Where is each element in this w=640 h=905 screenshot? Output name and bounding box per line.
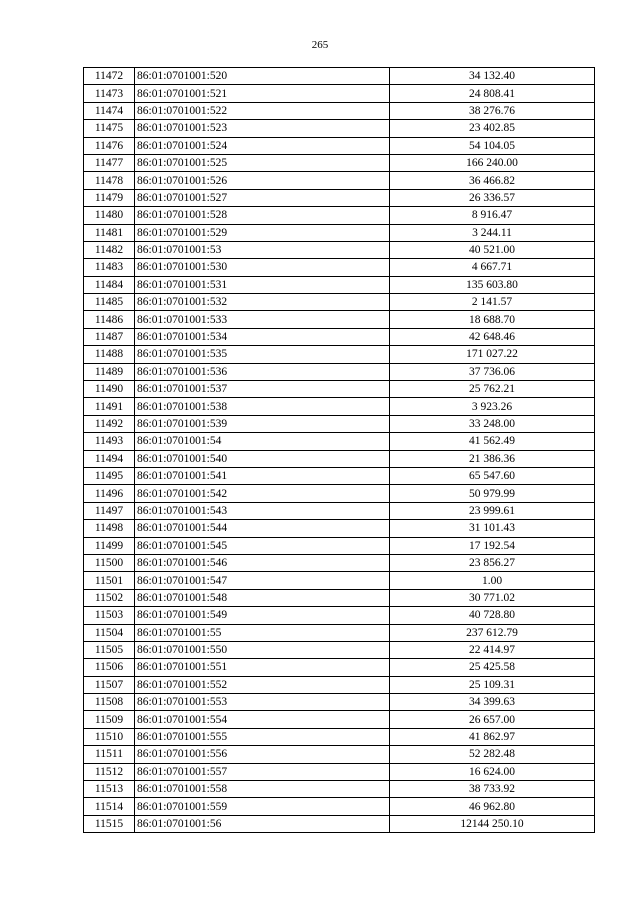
cadastral-number-cell: 86:01:0701001:535 xyxy=(135,346,390,363)
cadastral-number-cell: 86:01:0701001:530 xyxy=(135,259,390,276)
row-number-cell: 11512 xyxy=(84,763,135,780)
row-number-cell: 11504 xyxy=(84,624,135,641)
cadastral-number-cell: 86:01:0701001:523 xyxy=(135,120,390,137)
row-number-cell: 11503 xyxy=(84,607,135,624)
row-number-cell: 11490 xyxy=(84,381,135,398)
cadastral-number-cell: 86:01:0701001:550 xyxy=(135,641,390,658)
row-number-cell: 11488 xyxy=(84,346,135,363)
value-cell: 42 648.46 xyxy=(390,328,595,345)
cadastral-number-cell: 86:01:0701001:521 xyxy=(135,85,390,102)
table-row xyxy=(84,85,595,102)
table-row xyxy=(84,294,595,311)
value-cell: 54 104.05 xyxy=(390,137,595,154)
value-cell: 52 282.48 xyxy=(390,746,595,763)
table-row xyxy=(84,137,595,154)
table-row xyxy=(84,589,595,606)
cadastral-number-cell: 86:01:0701001:536 xyxy=(135,363,390,380)
cadastral-number-cell: 86:01:0701001:546 xyxy=(135,554,390,571)
row-number-cell: 11496 xyxy=(84,485,135,502)
row-number-cell: 11508 xyxy=(84,694,135,711)
cadastral-number-cell: 86:01:0701001:54 xyxy=(135,433,390,450)
value-cell: 41 562.49 xyxy=(390,433,595,450)
cadastral-number-cell: 86:01:0701001:542 xyxy=(135,485,390,502)
row-number-cell: 11475 xyxy=(84,120,135,137)
row-number-cell: 11494 xyxy=(84,450,135,467)
cadastral-number-cell: 86:01:0701001:559 xyxy=(135,798,390,815)
table-row xyxy=(84,711,595,728)
value-cell: 16 624.00 xyxy=(390,763,595,780)
table-row xyxy=(84,241,595,258)
value-cell: 65 547.60 xyxy=(390,467,595,484)
table-row xyxy=(84,259,595,276)
table-row xyxy=(84,728,595,745)
value-cell: 12144 250.10 xyxy=(390,815,595,832)
table-row xyxy=(84,781,595,798)
value-cell: 23 856.27 xyxy=(390,554,595,571)
value-cell: 135 603.80 xyxy=(390,276,595,293)
table-row xyxy=(84,537,595,554)
row-number-cell: 11476 xyxy=(84,137,135,154)
cadastral-number-cell: 86:01:0701001:522 xyxy=(135,102,390,119)
value-cell: 34 132.40 xyxy=(390,68,595,85)
table-row xyxy=(84,346,595,363)
row-number-cell: 11483 xyxy=(84,259,135,276)
table-row xyxy=(84,641,595,658)
cadastral-number-cell: 86:01:0701001:553 xyxy=(135,694,390,711)
table-row xyxy=(84,607,595,624)
cadastral-number-cell: 86:01:0701001:556 xyxy=(135,746,390,763)
table-row xyxy=(84,120,595,137)
table-row xyxy=(84,207,595,224)
cadastral-number-cell: 86:01:0701001:531 xyxy=(135,276,390,293)
table-row xyxy=(84,554,595,571)
row-number-cell: 11474 xyxy=(84,102,135,119)
table-row xyxy=(84,102,595,119)
table-row xyxy=(84,502,595,519)
table-row xyxy=(84,433,595,450)
row-number-cell: 11502 xyxy=(84,589,135,606)
cadastral-number-cell: 86:01:0701001:520 xyxy=(135,68,390,85)
row-number-cell: 11484 xyxy=(84,276,135,293)
row-number-cell: 11499 xyxy=(84,537,135,554)
row-number-cell: 11478 xyxy=(84,172,135,189)
row-number-cell: 11482 xyxy=(84,241,135,258)
value-cell: 50 979.99 xyxy=(390,485,595,502)
value-cell: 25 109.31 xyxy=(390,676,595,693)
table-row xyxy=(84,485,595,502)
row-number-cell: 11507 xyxy=(84,676,135,693)
value-cell: 23 999.61 xyxy=(390,502,595,519)
value-cell: 237 612.79 xyxy=(390,624,595,641)
table-row xyxy=(84,520,595,537)
value-cell: 22 414.97 xyxy=(390,641,595,658)
cadastral-number-cell: 86:01:0701001:540 xyxy=(135,450,390,467)
row-number-cell: 11486 xyxy=(84,311,135,328)
row-number-cell: 11509 xyxy=(84,711,135,728)
cadastral-number-cell: 86:01:0701001:554 xyxy=(135,711,390,728)
table-row xyxy=(84,572,595,589)
row-number-cell: 11514 xyxy=(84,798,135,815)
cadastral-number-cell: 86:01:0701001:558 xyxy=(135,781,390,798)
cadastral-number-cell: 86:01:0701001:549 xyxy=(135,607,390,624)
table-row xyxy=(84,224,595,241)
value-cell: 166 240.00 xyxy=(390,154,595,171)
row-number-cell: 11511 xyxy=(84,746,135,763)
cadastral-number-cell: 86:01:0701001:533 xyxy=(135,311,390,328)
cadastral-number-cell: 86:01:0701001:543 xyxy=(135,502,390,519)
table-row xyxy=(84,328,595,345)
table-row xyxy=(84,398,595,415)
table-row xyxy=(84,763,595,780)
row-number-cell: 11498 xyxy=(84,520,135,537)
cadastral-number-cell: 86:01:0701001:529 xyxy=(135,224,390,241)
cadastral-number-cell: 86:01:0701001:547 xyxy=(135,572,390,589)
value-cell: 1.00 xyxy=(390,572,595,589)
cadastral-number-cell: 86:01:0701001:53 xyxy=(135,241,390,258)
table-row xyxy=(84,276,595,293)
row-number-cell: 11515 xyxy=(84,815,135,832)
cadastral-number-cell: 86:01:0701001:548 xyxy=(135,589,390,606)
table-row xyxy=(84,798,595,815)
cadastral-number-cell: 86:01:0701001:541 xyxy=(135,467,390,484)
table-row xyxy=(84,659,595,676)
value-cell: 37 736.06 xyxy=(390,363,595,380)
table-row xyxy=(84,311,595,328)
value-cell: 26 336.57 xyxy=(390,189,595,206)
table-body xyxy=(84,68,595,833)
cadastral-number-cell: 86:01:0701001:555 xyxy=(135,728,390,745)
table-row xyxy=(84,450,595,467)
cadastral-value-table xyxy=(83,67,595,833)
table-row xyxy=(84,363,595,380)
value-cell: 36 466.82 xyxy=(390,172,595,189)
row-number-cell: 11506 xyxy=(84,659,135,676)
value-cell: 26 657.00 xyxy=(390,711,595,728)
table-row xyxy=(84,746,595,763)
value-cell: 34 399.63 xyxy=(390,694,595,711)
page-number: 265 xyxy=(311,39,329,51)
value-cell: 31 101.43 xyxy=(390,520,595,537)
value-cell: 40 521.00 xyxy=(390,241,595,258)
value-cell: 46 962.80 xyxy=(390,798,595,815)
value-cell: 8 916.47 xyxy=(390,207,595,224)
row-number-cell: 11480 xyxy=(84,207,135,224)
value-cell: 21 386.36 xyxy=(390,450,595,467)
value-cell: 40 728.80 xyxy=(390,607,595,624)
table-row xyxy=(84,815,595,832)
row-number-cell: 11495 xyxy=(84,467,135,484)
value-cell: 23 402.85 xyxy=(390,120,595,137)
cadastral-number-cell: 86:01:0701001:534 xyxy=(135,328,390,345)
table-row xyxy=(84,415,595,432)
cadastral-number-cell: 86:01:0701001:557 xyxy=(135,763,390,780)
row-number-cell: 11479 xyxy=(84,189,135,206)
cadastral-number-cell: 86:01:0701001:532 xyxy=(135,294,390,311)
row-number-cell: 11497 xyxy=(84,502,135,519)
value-cell: 38 276.76 xyxy=(390,102,595,119)
cadastral-number-cell: 86:01:0701001:538 xyxy=(135,398,390,415)
value-cell: 18 688.70 xyxy=(390,311,595,328)
value-cell: 4 667.71 xyxy=(390,259,595,276)
table-row xyxy=(84,189,595,206)
value-cell: 3 923.26 xyxy=(390,398,595,415)
table-row xyxy=(84,467,595,484)
value-cell: 25 762.21 xyxy=(390,381,595,398)
cadastral-number-cell: 86:01:0701001:527 xyxy=(135,189,390,206)
table-row xyxy=(84,68,595,85)
cadastral-number-cell: 86:01:0701001:56 xyxy=(135,815,390,832)
row-number-cell: 11501 xyxy=(84,572,135,589)
row-number-cell: 11481 xyxy=(84,224,135,241)
value-cell: 33 248.00 xyxy=(390,415,595,432)
value-cell: 25 425.58 xyxy=(390,659,595,676)
row-number-cell: 11500 xyxy=(84,554,135,571)
cadastral-number-cell: 86:01:0701001:526 xyxy=(135,172,390,189)
value-cell: 24 808.41 xyxy=(390,85,595,102)
value-cell: 38 733.92 xyxy=(390,781,595,798)
value-cell: 41 862.97 xyxy=(390,728,595,745)
cadastral-number-cell: 86:01:0701001:552 xyxy=(135,676,390,693)
cadastral-number-cell: 86:01:0701001:545 xyxy=(135,537,390,554)
row-number-cell: 11473 xyxy=(84,85,135,102)
value-cell: 3 244.11 xyxy=(390,224,595,241)
table-row xyxy=(84,172,595,189)
row-number-cell: 11491 xyxy=(84,398,135,415)
row-number-cell: 11510 xyxy=(84,728,135,745)
row-number-cell: 11489 xyxy=(84,363,135,380)
cadastral-number-cell: 86:01:0701001:537 xyxy=(135,381,390,398)
cadastral-number-cell: 86:01:0701001:524 xyxy=(135,137,390,154)
row-number-cell: 11472 xyxy=(84,68,135,85)
table-row xyxy=(84,676,595,693)
cadastral-number-cell: 86:01:0701001:551 xyxy=(135,659,390,676)
value-cell: 17 192.54 xyxy=(390,537,595,554)
cadastral-number-cell: 86:01:0701001:544 xyxy=(135,520,390,537)
row-number-cell: 11485 xyxy=(84,294,135,311)
table-row xyxy=(84,624,595,641)
row-number-cell: 11477 xyxy=(84,154,135,171)
row-number-cell: 11513 xyxy=(84,781,135,798)
value-cell: 30 771.02 xyxy=(390,589,595,606)
row-number-cell: 11505 xyxy=(84,641,135,658)
value-cell: 171 027.22 xyxy=(390,346,595,363)
cadastral-number-cell: 86:01:0701001:539 xyxy=(135,415,390,432)
cadastral-number-cell: 86:01:0701001:525 xyxy=(135,154,390,171)
cadastral-number-cell: 86:01:0701001:55 xyxy=(135,624,390,641)
row-number-cell: 11493 xyxy=(84,433,135,450)
row-number-cell: 11487 xyxy=(84,328,135,345)
value-cell: 2 141.57 xyxy=(390,294,595,311)
table-row xyxy=(84,694,595,711)
cadastral-number-cell: 86:01:0701001:528 xyxy=(135,207,390,224)
row-number-cell: 11492 xyxy=(84,415,135,432)
table-row xyxy=(84,381,595,398)
table-row xyxy=(84,154,595,171)
